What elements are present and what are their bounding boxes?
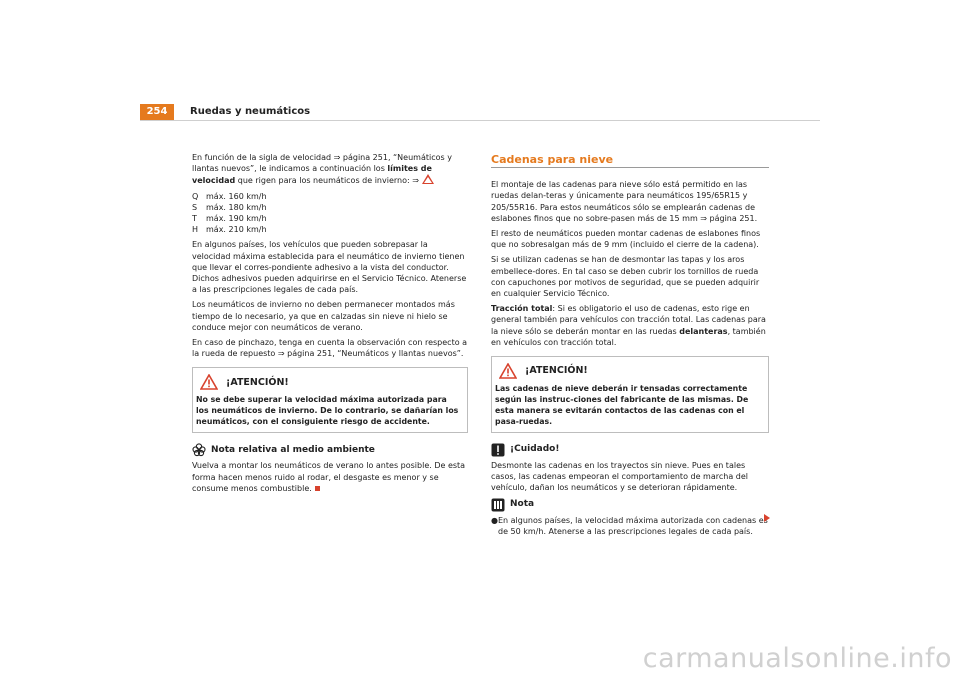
chains-paragraph-4: Tracción total: Si es obligatorio el uso de cadenas, esto rige en general también para vehículos con tracción total. Las cadenas para la nieve sólo se deberán montar en las ruedas delanteras, también en vehículos con tracción total. xyxy=(491,304,766,347)
reference-arrow: ⇒ xyxy=(700,213,707,223)
end-of-section-icon xyxy=(315,486,320,491)
next-page-arrow-icon xyxy=(764,514,770,522)
warning-title: ¡ATENCIÓN! xyxy=(226,376,289,388)
list-item xyxy=(491,515,769,537)
note-heading xyxy=(491,498,769,512)
countries-paragraph: En algunos países, los vehículos que pueden sobrepasar la velocidad máxima establecida para el neumático de invierno tienen que llevar el corres-pondiente adhesivo a la vista del conductor. Dichos adhesivos pueden adquirirse en el Servicio Técnico. Atenerse a las prescripciones legales de cada país. xyxy=(192,240,467,295)
environment-note-heading xyxy=(192,443,468,457)
warning-box xyxy=(192,367,468,433)
environment-note-title: Nota relativa al medio ambiente xyxy=(211,444,375,455)
warning-title: ¡ATENCIÓN! xyxy=(525,365,588,377)
warning-text: Las cadenas de nieve deberán ir tensadas correctamente según las instruc-ciones del fabricante de las mismas. De esta manera se evitarán contactos de las cadenas con el pasa-ruedas. xyxy=(495,384,749,427)
right-column xyxy=(491,154,769,537)
list-item: S máx. 180 km/h xyxy=(192,202,267,212)
note-title: Nota xyxy=(510,499,535,510)
warning-text: No se debe superar la velocidad máxima autorizada para los neumáticos de invierno. De lo contrario, se dañarían los neumáticos, con el consiguiente riesgo de accidente. xyxy=(196,395,459,427)
warning-icon xyxy=(499,363,517,379)
caution-title: ¡Cuidado! xyxy=(510,444,560,455)
warning-icon xyxy=(422,174,434,184)
caution-text: Desmonte las cadenas en los trayectos sin nieve. Pues en tales casos, las cadenas empeoran el comportamiento de marcha del vehículo, dañan los neumáticos y se deterioran rápidamente. xyxy=(491,461,748,493)
puncture-paragraph: En caso de pinchazo, tenga en cuenta la observación con respecto a la rueda de repuesto ⇒ página 251, “Neumáticos y llantas nuevos”. xyxy=(192,338,468,359)
chains-paragraph-1: El montaje de las cadenas para nieve sólo está permitido en las ruedas delan-teras y únicamente para neumáticos 195/65R15 y 205/55R16. Para estos neumáticos sólo se emplearán cadenas de eslabones finos que no sobre-pasen más de 15 mm ⇒ página 251. xyxy=(491,180,758,223)
mount-paragraph: Los neumáticos de invierno no deben permanecer montados más tiempo de lo necesario, ya que en calzadas sin nieve ni hielo se conduce mejor con neumáticos de verano. xyxy=(192,300,455,332)
reference-arrow: ⇒ xyxy=(412,176,419,186)
info-icon xyxy=(491,498,505,512)
warning-icon xyxy=(200,374,218,390)
page-number: 254 xyxy=(140,104,174,120)
caution-heading xyxy=(491,443,769,457)
watermark: carmanualsonline.info xyxy=(642,643,952,674)
section-title: Cadenas para nieve xyxy=(491,154,769,168)
speed-limit-list xyxy=(192,191,468,236)
bullet-icon: ● xyxy=(491,515,498,525)
left-column xyxy=(192,152,468,498)
list-item: Q máx. 160 km/h xyxy=(192,191,267,201)
flower-icon xyxy=(192,443,206,457)
note-text: En algunos países, la velocidad máxima autorizada con cadenas es de 50 km/h. Atenerse a las prescripciones legales de cada país. xyxy=(497,515,768,536)
intro-paragraph: En función de la sigla de velocidad ⇒ página 251, “Neumáticos y llantas nuevos”, le indicamos a continuación los límites de velocidad que rigen para los neumáticos de invierno: ⇒ xyxy=(192,153,452,186)
page-title: Ruedas y neumáticos xyxy=(190,106,311,117)
chains-paragraph-3: Si se utilizan cadenas se han de desmontar las tapas y los aros embellece-dores. En tal caso se deben cubrir los tornillos de rueda con capuchones por motivos de seguridad, que se pueden adquirir en cualquier Servicio Técnico. xyxy=(491,255,760,299)
warning-box xyxy=(491,356,769,433)
caution-icon xyxy=(491,443,505,457)
chains-paragraph-2: El resto de neumáticos pueden montar cadenas de eslabones finos que no sobresalgan más de 9 mm (incluido el cierre de la cadena). xyxy=(491,229,761,250)
environment-note-text: Vuelva a montar los neumáticos de verano lo antes posible. De esta forma hacen menos ruido al rodar, el desgaste es menor y se consume menos combustible. xyxy=(192,461,466,493)
list-item: T máx. 190 km/h xyxy=(192,214,267,224)
reference-arrow: ⇒ xyxy=(277,349,285,359)
reference-arrow: ⇒ xyxy=(333,153,341,162)
list-item: H máx. 210 km/h xyxy=(192,225,267,235)
